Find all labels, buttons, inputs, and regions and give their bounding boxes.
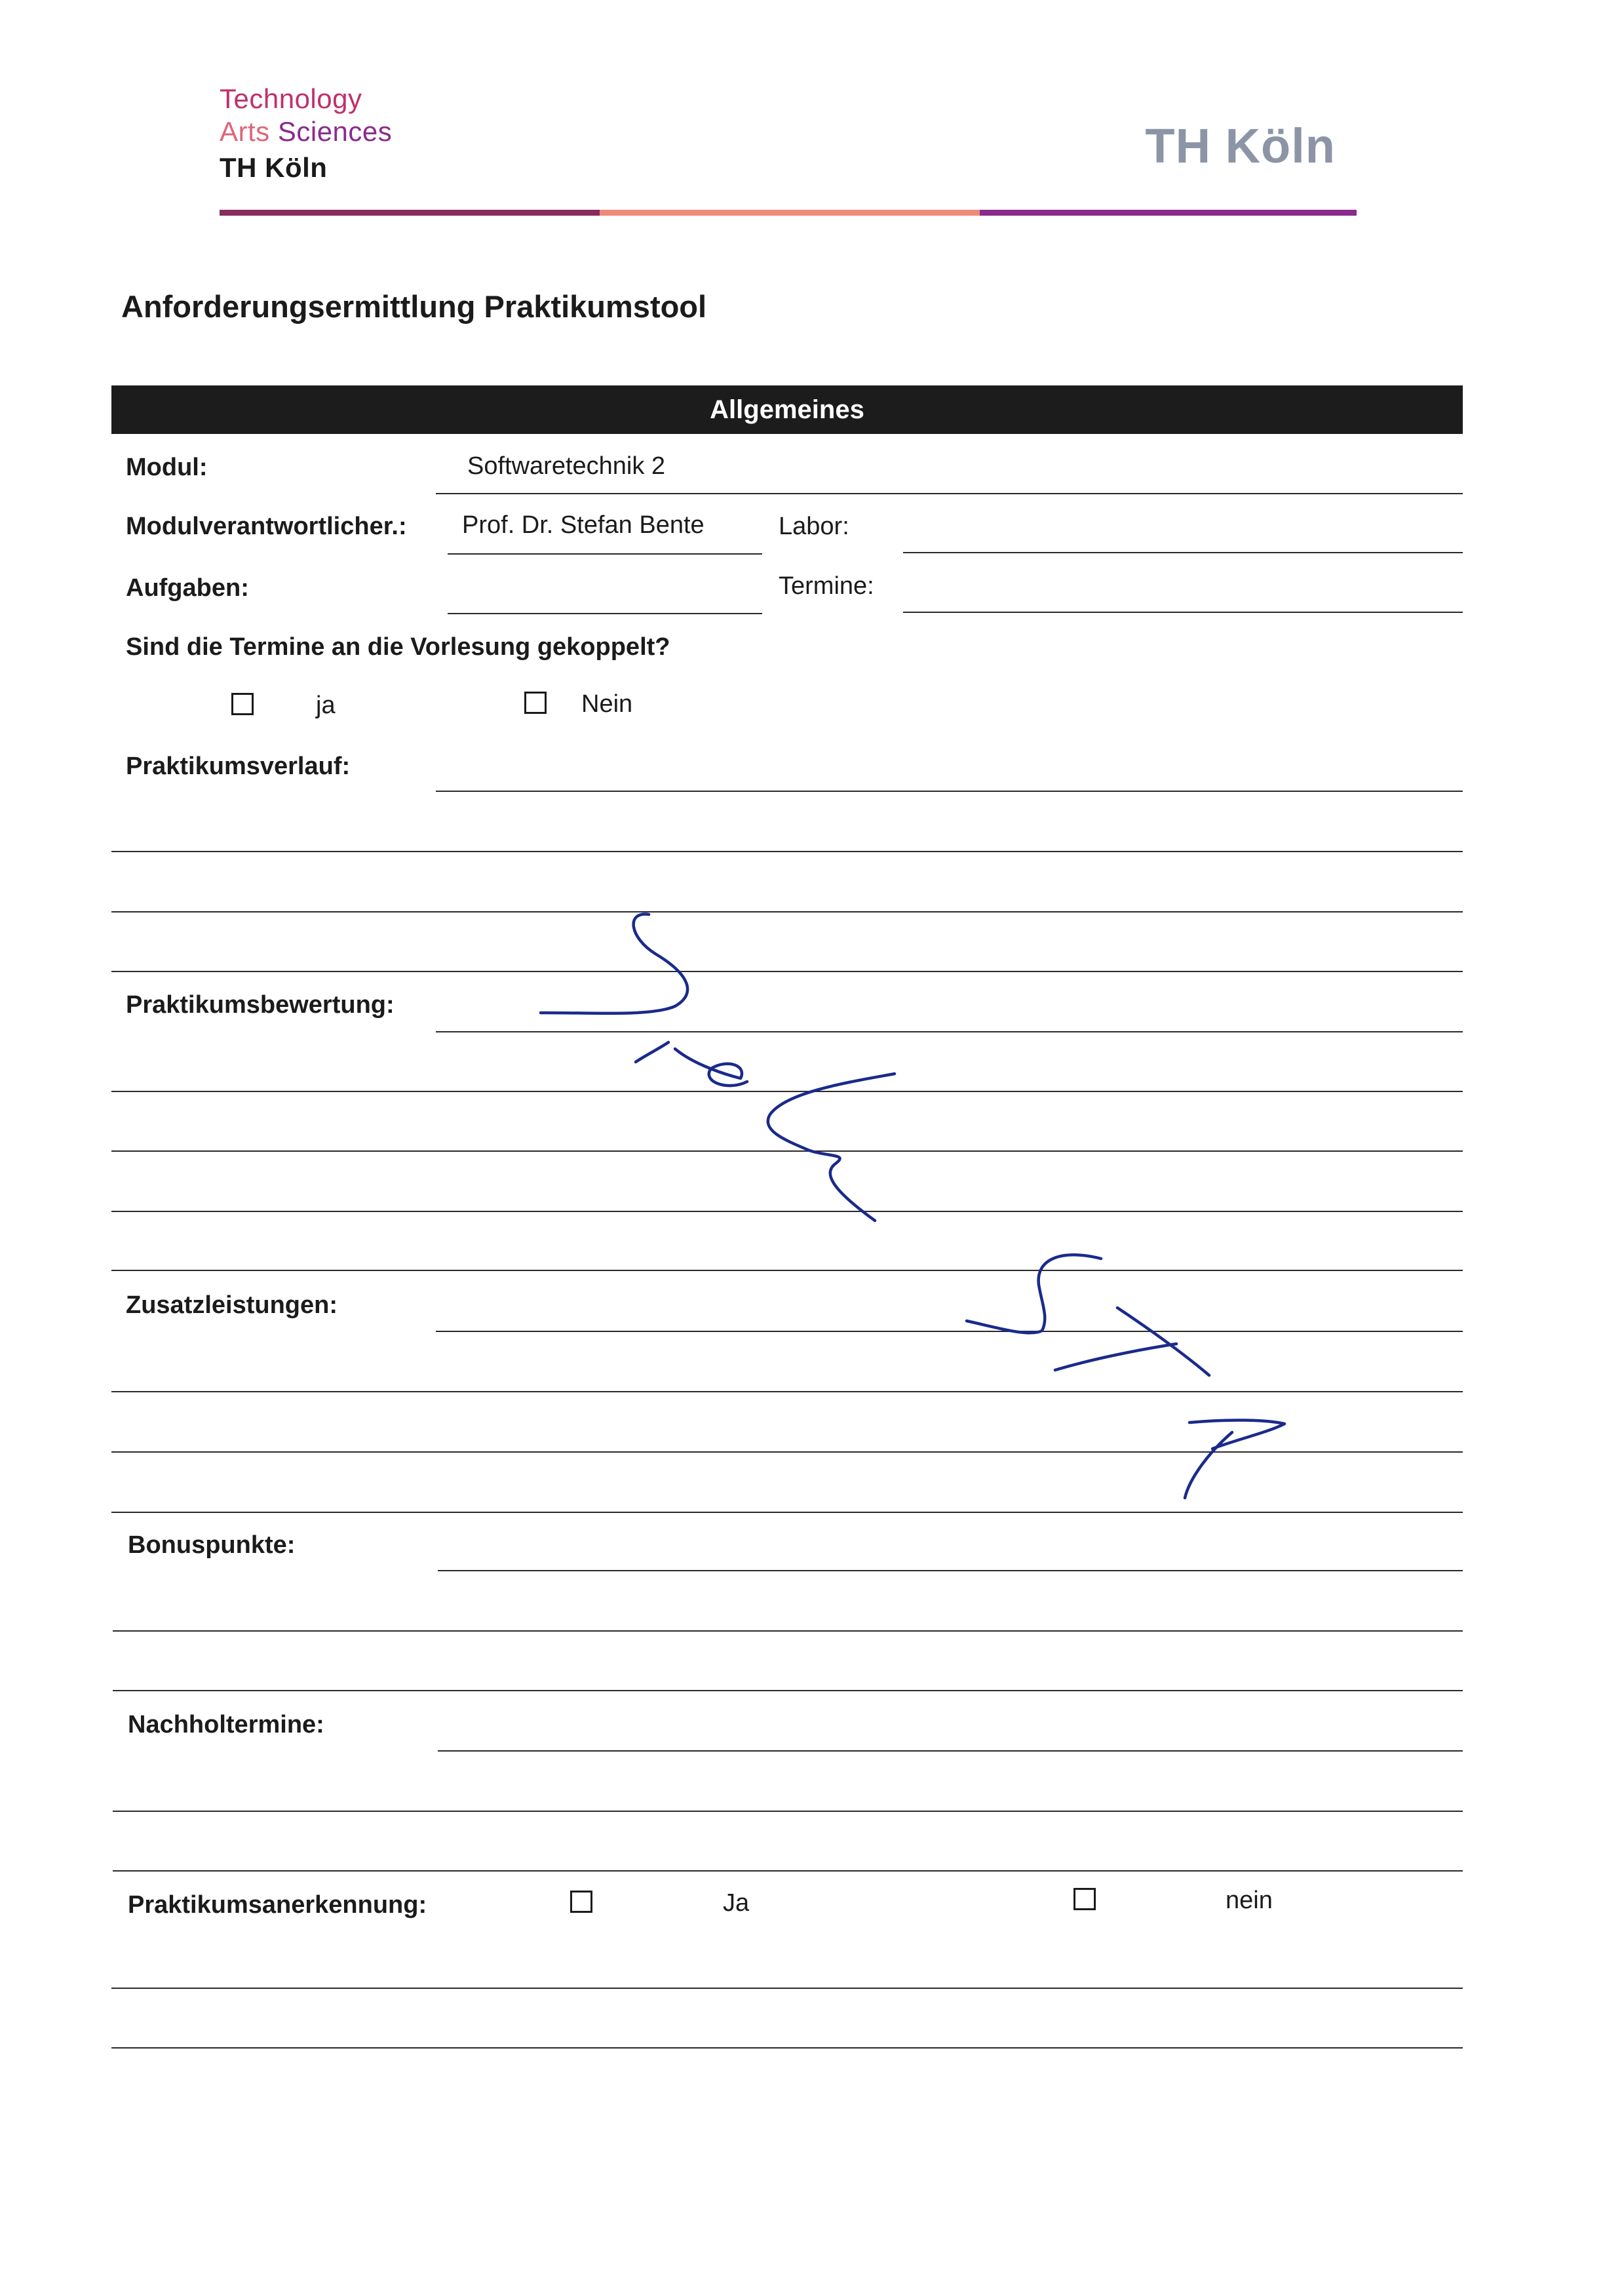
- modul-value[interactable]: Softwaretechnik 2: [467, 452, 666, 480]
- section-header-allgemeines: Allgemeines: [111, 385, 1463, 434]
- signature-stroke-9: [1185, 1432, 1232, 1498]
- aufgaben-label: Aufgaben:: [126, 574, 249, 602]
- labor-label: Labor:: [779, 513, 849, 540]
- termine-label: Termine:: [779, 572, 874, 600]
- logo-arts: Arts: [220, 116, 270, 147]
- signature-stroke-5: [967, 1255, 1101, 1333]
- modul-label: Modul:: [126, 454, 208, 481]
- logo-sciences: Sciences: [277, 116, 393, 147]
- signature-stroke-2: [636, 1042, 668, 1062]
- bonuspunkte-label: Bonuspunkte:: [128, 1531, 296, 1559]
- signature-stroke-7: [1117, 1308, 1209, 1375]
- anerkennung-ja-label: Ja: [723, 1889, 750, 1917]
- brand-th-koeln: TH Köln: [1145, 119, 1336, 173]
- modulverantwortlicher-value[interactable]: Prof. Dr. Stefan Bente: [462, 511, 705, 539]
- modulverantwortlicher-label: Modulverantwortlicher.:: [126, 513, 407, 540]
- signature-stroke-1: [541, 914, 687, 1013]
- logo-th-koeln: TH Köln: [220, 152, 328, 183]
- signature-stroke-3: [675, 1049, 747, 1086]
- signature-stroke-4: [768, 1074, 895, 1221]
- gekoppelt-ja-label: ja: [316, 692, 336, 719]
- signature-stroke-8: [1189, 1420, 1285, 1449]
- nachholtermine-label: Nachholtermine:: [128, 1711, 324, 1738]
- logo-technology: Technology: [220, 83, 362, 114]
- zusatzleistungen-label: Zusatzleistungen:: [126, 1291, 338, 1319]
- praktikumsbewertung-label: Praktikumsbewertung:: [126, 991, 395, 1019]
- page-title: Anforderungsermittlung Praktikumstool: [121, 289, 707, 324]
- gekoppelt-question: Sind die Termine an die Vorlesung gekoppelt?: [126, 633, 670, 661]
- gekoppelt-nein-label: Nein: [581, 690, 633, 718]
- praktikumsanerkennung-label: Praktikumsanerkennung:: [128, 1891, 427, 1919]
- signature-stroke-6: [1055, 1344, 1176, 1370]
- anerkennung-nein-label: nein: [1226, 1887, 1273, 1914]
- praktikumsverlauf-label: Praktikumsverlauf:: [126, 753, 351, 780]
